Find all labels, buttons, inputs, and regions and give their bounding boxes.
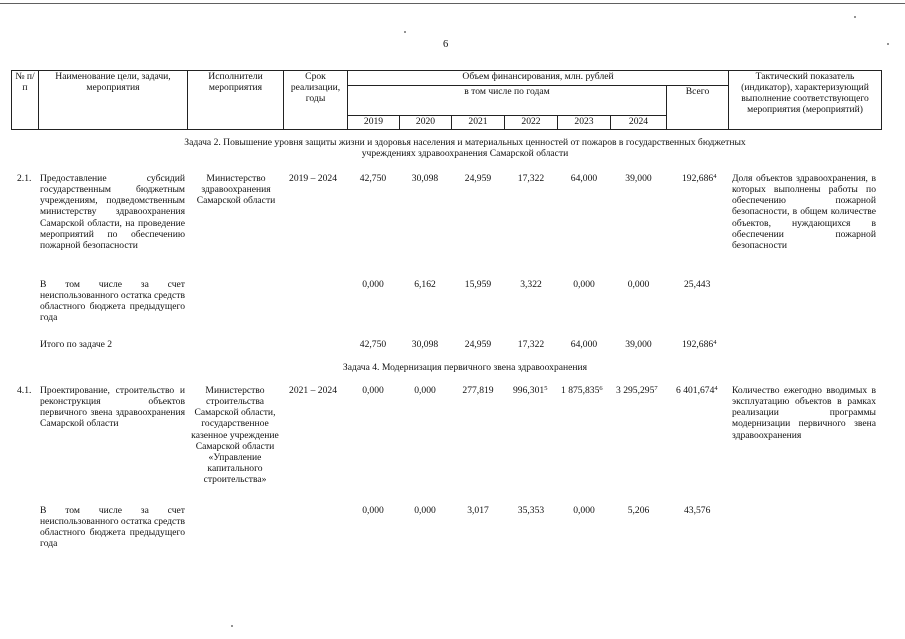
task2-total-value-2022: 17,322 [517,339,545,350]
footnote-mark: 7 [654,385,658,392]
row-4-1-incl-value-2024: 5,206 [627,505,650,516]
task2-title: Задача 2. Повышение уровня защиты жизни и здоровья населения и материальных ценностей от пожаров в государственных бюджетных учреждениях здравоохранения Самарской области [184,137,746,160]
row-2-1-incl-value-2023: 0,000 [573,279,595,290]
row-4-1-value-2019: 0,000 [362,385,384,396]
row-4-1-incl-value-2023: 0,000 [573,505,595,516]
task2-total-value-2020: 30,098 [411,339,439,350]
scan-top-border [0,3,905,4]
row-2-1-incl-total: 25,443 [684,279,711,290]
row-4-1-incl-value-2019: 0,000 [362,505,384,516]
header-funding: Объем финансирования, млн. рублей [348,71,729,86]
row-2-1-name: Предоставление субсидий государственным бюджетным учреждениям, подведомственным министерству здравоохранения Самарской области, на проведение мероприятий по обеспечению пожарной безопасности [40,173,185,251]
row-2-1-incl-value-2021: 15,959 [464,279,492,290]
row-4-1-incl-value-2022: 35,353 [517,505,545,516]
header-year-2024: 2024 [611,116,667,130]
header-total: Всего [667,86,729,130]
task2-total-value-2024: 39,000 [625,339,652,350]
row-4-1-indicator: Количество ежегодно вводимых в эксплуатацию объектов в рамках реализации программы модернизации первичного звена здравоохранения [732,385,876,441]
header-year-2022: 2022 [505,116,558,130]
row-2-1-incl-name: В том числе за счет неиспользованного остатка средств областного бюджета предыдущего года [40,279,185,324]
footnote-mark: 6 [599,385,603,392]
row-4-1-term: 2021 – 2024 [289,385,337,396]
header-year-2021: 2021 [452,116,505,130]
row-4-1-value-2022 [513,385,547,396]
task2-total-total-value: 192,686 [682,339,714,350]
task2-total-value-2021: 24,959 [464,339,492,350]
row-4-1-value-2020: 0,000 [414,385,436,396]
footnote-mark: 4 [713,339,717,346]
row-4-1-total [676,385,718,396]
row-2-1-incl-value-2020: 6,162 [414,279,436,290]
row-2-1-incl-value-2024: 0,000 [627,279,650,290]
row-2-1-incl-value-2022: 3,322 [520,279,542,290]
header-name: Наименование цели, задачи, мероприятия [39,71,188,130]
row-2-1-value-2024: 39,000 [625,173,652,184]
row-2-1-total-value: 192,686 [682,173,714,184]
row-2-1-num: 2.1. [17,173,32,184]
row-2-1-value-2023: 64,000 [570,173,598,184]
row-4-1-num: 4.1. [17,385,32,396]
row-2-1-term: 2019 – 2024 [289,173,337,184]
task4-title: Задача 4. Модернизация первичного звена здравоохранения [342,362,588,373]
row-2-1-value-2022: 17,322 [517,173,545,184]
row-4-1-incl-value-2021: 3,017 [467,505,489,516]
table-header [11,70,882,130]
task2-total-value-2023: 64,000 [570,339,598,350]
header-term: Срок реализации, годы [284,71,348,130]
footnote-mark: 4 [714,385,718,392]
footnote-mark: 4 [713,173,717,180]
row-4-1-value-2022-num: 996,301 [513,385,545,396]
header-executors: Исполнители мероприятия [188,71,284,130]
header-indicator: Тактический показатель (индикатор), характеризующий выполнение соответствующего мероприятия (мероприятий) [729,71,882,130]
page-number: 6 [443,39,449,50]
row-2-1-executor: Министерство здравоохранения Самарской области [196,173,276,207]
row-2-1-indicator: Доля объектов здравоохранения, в которых выполнены работы по обеспечению пожарной безопасности, в общем количестве объектов, нуждающихся в обеспечении пожарной безопасности [732,173,876,251]
footnote-mark: 5 [544,385,548,392]
header-year-2019: 2019 [348,116,400,130]
row-4-1-value-2021: 277,819 [462,385,494,396]
row-4-1-value-2024-num: 3 295,295 [616,385,655,396]
header-year-2020: 2020 [400,116,452,130]
row-4-1-incl-name: В том числе за счет неиспользованного остатка средств областного бюджета предыдущего года [40,505,185,550]
task2-total-total [682,339,716,350]
row-4-1-value-2023-num: 1 875,835 [561,385,600,396]
scan-speck [404,31,406,33]
row-4-1-incl-value-2020: 0,000 [414,505,436,516]
task2-total-value-2019: 42,750 [359,339,387,350]
row-4-1-executor: Министерство строительства Самарской области, государственное казенное учреждение Самарской области «Управление капитального строительства» [191,385,279,485]
header-year-2023: 2023 [558,116,611,130]
scan-speck [231,625,233,627]
row-4-1-value-2023 [561,385,603,396]
row-2-1-total [682,173,716,184]
header-by-years: в том числе по годам [348,86,667,116]
header-num: № п/п [12,71,39,130]
row-2-1-incl-value-2019: 0,000 [362,279,384,290]
row-4-1-total-value: 6 401,674 [676,385,715,396]
row-2-1-value-2019: 42,750 [359,173,387,184]
row-4-1-incl-total: 43,576 [684,505,711,516]
task2-total-name: Итого по задаче 2 [40,339,113,350]
row-2-1-value-2021: 24,959 [464,173,492,184]
row-4-1-name: Проектирование, строительство и реконструкция объектов первичного звена здравоохранения Самарской области [40,385,185,430]
row-2-1-value-2020: 30,098 [411,173,439,184]
scan-speck [887,43,889,45]
scan-speck [854,16,856,18]
row-4-1-value-2024 [616,385,658,396]
